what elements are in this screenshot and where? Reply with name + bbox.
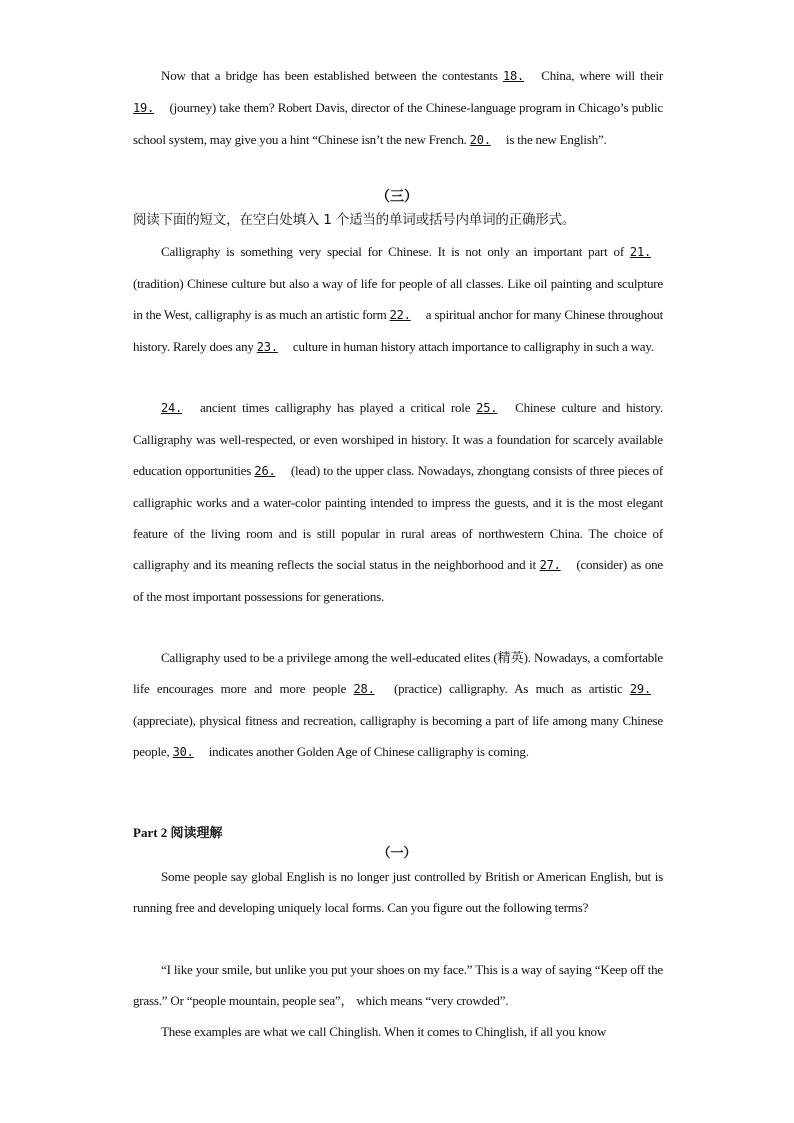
text-run: Calligraphy is something very special for Chinese. It is not only an important part of [161,244,630,259]
text-run: (appreciate), physical fitness and recreation, calligraphy is becoming a part of life among many Chinese people, [133,713,663,759]
text-run: is the new English”. [502,132,607,147]
text-run: Chinese culture and history. Calligraphy was well-respected, or even worshiped in history. It was a foundation for scarcely available education opportunities [133,400,664,478]
text-run: (practice) calligraphy. As much as artistic [386,681,630,696]
text-run: ancient times calligraphy has played a critical role [194,400,477,415]
part2-paragraph-1: Some people say global English is no longer just controlled by British or American English, but is running free and developing uniquely local forms. Can you figure out the following terms? [133,869,663,915]
section-instruction: 阅读下面的短文，在空白处填入 1 个适当的单词或括号内单词的正确形式。 [133,212,576,228]
part2-subtitle: （一） [377,846,417,861]
part2-paragraph-3: These examples are what we call Chinglish. When it comes to Chinglish, if all you know [161,1024,607,1039]
text-run: (journey) take them? Robert Davis, director of the Chinese-language program in Chicago’s public school system, may give you a hint “Chinese isn’t the new French. [133,100,663,147]
blank-21: 21. [629,245,651,259]
blank-23: 23. [256,340,278,354]
text-run: Calligraphy used to be a privilege among the well-educated elites (精英). Nowadays, a comfortable life encourages more and more people [133,650,663,696]
blank-24: 24. [161,401,183,415]
passage-paragraph-continuation [133,60,663,156]
blank-26: 26. [254,464,276,478]
text-run: (lead) to the upper class. Nowadays, zhongtang consists of three pieces of calligraphic works and a water-color painting intended to impress the guests, and it is the most elegant feature of the living room and is still popular in rural areas of northwestern China. The choice of calligraphy and its meaning reflects the social status in the neighborhood and it [133,463,663,572]
text-run: a spiritual anchor for many Chinese throughout history. Rarely does any [133,307,663,354]
paragraph-calligraphy-3 [133,642,663,768]
part2-heading: Part 2 阅读理解 [133,825,223,840]
part2-paragraph-2: “I like your smile, but unlike you put your shoes on my face.” This is a way of saying “Keep off the grass.” Or “people mountain, people sea”， which means “very crowded”. [133,962,663,1008]
blank-29: 29. [629,682,651,696]
blank-28: 28. [353,682,375,696]
text-run: China, where will their [536,68,663,83]
blank-27: 27. [539,558,561,572]
blank-30: 30. [172,745,194,759]
blank-22: 22. [389,308,411,322]
blank-19: 19. [133,101,155,115]
text-run: indicates another Golden Age of Chinese calligraphy is coming. [205,744,529,759]
text-run: culture in human history attach importance to calligraphy in such a way. [289,339,654,354]
text-run: (tradition) Chinese culture but also a way of life for people of all classes. Like oil painting and sculpture in the West, calligraphy is as much an artistic form [133,276,663,322]
paragraph-calligraphy-2 [133,392,663,612]
paragraph-calligraphy-1 [133,236,663,363]
text-run: Now that a bridge has been established between the contestants [161,68,503,83]
blank-25: 25. [476,401,498,415]
blank-18: 18. [502,69,525,83]
section-title-3: （三） [376,189,418,205]
blank-20: 20. [469,133,491,147]
text-run: (consider) as one of the most important possessions for generations. [133,557,663,604]
